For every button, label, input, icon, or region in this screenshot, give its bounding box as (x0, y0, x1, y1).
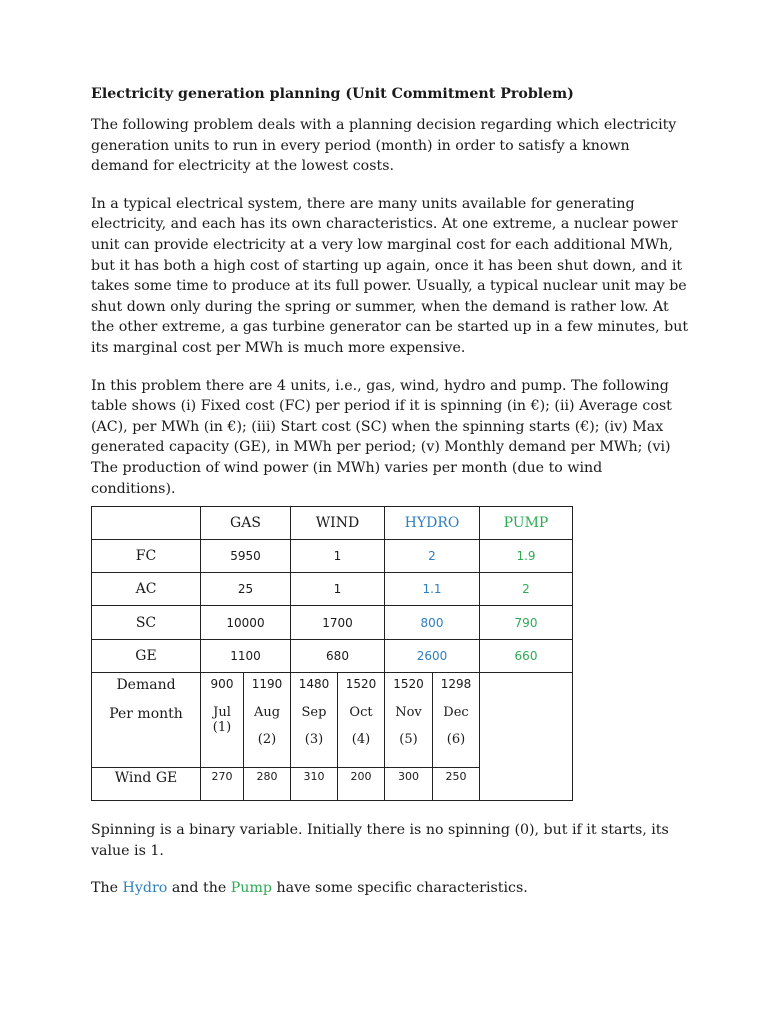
table-header-row (92, 507, 573, 540)
header-hydro: HYDRO (385, 507, 480, 540)
cell-ac-gas: 25 (201, 573, 291, 606)
month-number: (2) (257, 732, 277, 747)
cell-wind-jul: 270 (201, 768, 244, 801)
cell-fc-hydro: 2 (385, 540, 480, 573)
table-row-ge (92, 640, 573, 673)
table-row-sc (92, 606, 573, 640)
pump-word: Pump (230, 880, 272, 897)
cell-demand-jul (201, 673, 244, 768)
demand-label: Demand (116, 677, 176, 693)
demand-value: 1190 (251, 677, 283, 691)
header-wind: WIND (291, 507, 385, 540)
hydro-word: Hydro (122, 880, 168, 897)
month-number: (3) (304, 732, 324, 747)
month-number: (6) (446, 732, 466, 747)
month-label: Dec (443, 705, 469, 720)
cell-wind-oct: 200 (338, 768, 385, 801)
cell-demand-nov (385, 673, 433, 768)
table-row-demand (92, 673, 573, 768)
cell-demand-sep (291, 673, 338, 768)
demand-value: 1520 (393, 677, 424, 691)
cell-demand-dec (433, 673, 480, 768)
unit-data-table (91, 506, 573, 801)
document-title: Electricity generation planning (Unit Commitment Problem) (91, 86, 574, 102)
demand-value: 1520 (345, 677, 377, 691)
cell-wind-sep: 310 (291, 768, 338, 801)
header-gas: GAS (201, 507, 291, 540)
cell-ge-gas: 1100 (201, 640, 291, 673)
header-pump: PUMP (480, 507, 573, 540)
month-label: Sep (301, 705, 327, 720)
month-label: Nov (395, 705, 422, 720)
cell-wind-nov: 300 (385, 768, 433, 801)
cell-fc-wind: 1 (291, 540, 385, 573)
cell-fc-pump: 1.9 (480, 540, 573, 573)
cell-ge-hydro: 2600 (385, 640, 480, 673)
cell-sc-pump: 790 (480, 606, 573, 640)
paragraph-intro: The following problem deals with a planning decision regarding which electricity generation units to run in every period (month) in order to satisfy a known demand for electricity at the lowest costs. (91, 117, 677, 175)
text-fragment: and the (167, 880, 231, 897)
month-label: Oct (349, 705, 373, 720)
header-empty-cell (92, 507, 201, 540)
cell-ac-hydro: 1.1 (385, 573, 480, 606)
row-label-wind-ge: Wind GE (92, 768, 201, 801)
cell-sc-gas: 10000 (201, 606, 291, 640)
cell-ge-wind: 680 (291, 640, 385, 673)
paragraph-system: In a typical electrical system, there are many units available for generating electricity, and each has its own characteristics. At one extreme, a nuclear power unit can provide electricity at a very low marginal cost for each additional MWh, but it has both a high cost of starting up again, once it has been shut down, and it takes some time to produce at its full power. Usually, a typical nuclear unit may be shut down only during the spring or summer, when the demand is rather low. At the other extreme, a gas turbine generator can be started up in a few minutes, but its marginal cost per MWh is much more expensive. (91, 195, 689, 356)
cell-wind-dec: 250 (433, 768, 480, 801)
month-number: (4) (351, 732, 371, 747)
row-label-demand (92, 673, 201, 768)
paragraph-spinning: Spinning is a binary variable. Initially there is no spinning (0), but if it starts, its value is 1. (91, 822, 669, 859)
cell-ac-wind: 1 (291, 573, 385, 606)
empty-pump-cell (480, 673, 573, 801)
month-number: (1) (212, 720, 232, 735)
document-continuation (91, 820, 691, 916)
row-label-ac: AC (92, 573, 201, 606)
text-fragment: have some specific characteristics. (271, 880, 528, 897)
paragraph-units: In this problem there are 4 units, i.e., gas, wind, hydro and pump. The following table shows (i) Fixed cost (FC) per period if it is spinning (in €); (ii) Average cost (AC), per MWh (in €); (iii) Start cost (SC) when the spinning starts (€); (iv) Max generated capacity (GE), in MWh per period; (v) Monthly demand per MWh; (vi) The production of wind power (in MWh) varies per month (due to wind conditions). (91, 377, 672, 497)
per-month-label: Per month (109, 706, 183, 722)
table-row-fc (92, 540, 573, 573)
cell-wind-aug: 280 (244, 768, 291, 801)
demand-value: 1480 (298, 677, 330, 691)
cell-ac-pump: 2 (480, 573, 573, 606)
month-label: Jul (213, 705, 231, 720)
cell-sc-wind: 1700 (291, 606, 385, 640)
row-label-ge: GE (92, 640, 201, 673)
demand-value: 900 (210, 677, 234, 691)
month-label: Aug (253, 705, 281, 720)
row-label-fc: FC (92, 540, 201, 573)
document-body (91, 84, 691, 516)
month-number: (5) (399, 732, 418, 747)
table-row-ac (92, 573, 573, 606)
cell-demand-aug (244, 673, 291, 768)
cell-ge-pump: 660 (480, 640, 573, 673)
demand-value: 1298 (440, 677, 472, 691)
cell-sc-hydro: 800 (385, 606, 480, 640)
paragraph-specific (91, 878, 691, 899)
text-fragment: The (91, 880, 123, 897)
cell-demand-oct (338, 673, 385, 768)
row-label-sc: SC (92, 606, 201, 640)
cell-fc-gas: 5950 (201, 540, 291, 573)
